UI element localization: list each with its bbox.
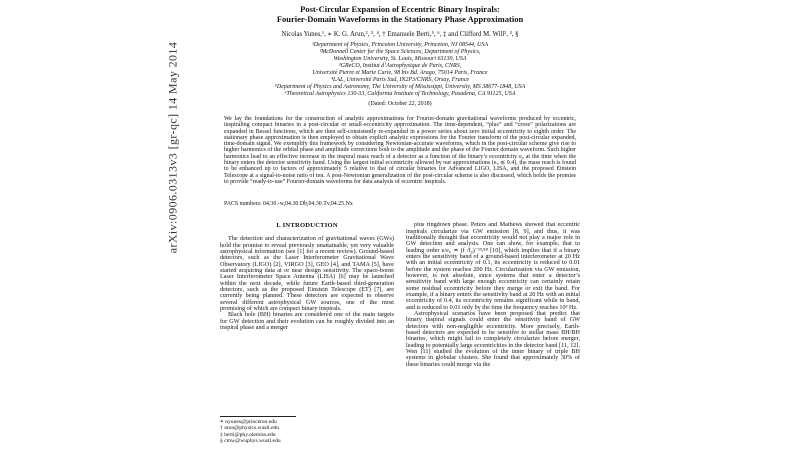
- body-paragraph: plus ringdown phase. Peters and Mathews showed that eccentric inspirals circularize via GW emission [8, 9], and thus, it was traditionally thought that eccentricity would not play a major role in GW detection and analysis. One can show, for example, that to leading order e/e₀ ≃ (f /f₀)⁻¹⁹/¹⁸ [10], which implies that if a binary enters the sensitivity band of a ground-based interferometer at 20 Hz with an initial eccentricity of 0.1, its eccentricity is reduced to 0.01 before the system reaches 200 Hz. Circularization via GW emission, however, is not absolute, since systems that enter a detector’s sensitivity band with large enough eccentricity can certainly retain some residual eccentricity before they merge or exit the band. For example, if a binary enters the sensitivity band at 20 Hz with an initial eccentricity of 0.4, its eccentricity remains significant while in band, and is reduced to 0.01 only by the time the frequency reaches 10³ Hz.: [406, 222, 580, 311]
- affiliation-line: ⁵Department of Physics and Astronomy, The University of Mississippi, University, MS 38677-1848, USA: [274, 84, 526, 90]
- paper-title: [220, 5, 580, 24]
- paper-page: [184, 0, 616, 450]
- affiliation-line: Washington University, St. Louis, Missouri 63130, USA: [333, 56, 467, 62]
- section-heading-introduction: I. INTRODUCTION: [276, 222, 338, 230]
- footnote-email: § cmw@wuphys.wustl.edu: [220, 438, 281, 445]
- two-column-body: [220, 222, 580, 450]
- right-column: [406, 222, 580, 450]
- affiliation-line: ¹Department of Physics, Princeton University, Princeton, NJ 08544, USA: [311, 42, 489, 48]
- body-paragraph: Astrophysical scenarios have been proposed that predict that binary inspiral signals could enter the sensitivity band of GW detectors with non-negligible eccentricity. More precisely, Earth-based detectors are expected to be sensitive to stellar mass BH/BH binaries, which might fail to completely circularize before merger, leading to potentially large eccentricities in the detector band [11, 12]. Wen [11] studied the evolution of the inner binary of triple BH systems in globular clusters. She found that approximately 30% of these binaries could merge via the: [406, 310, 580, 368]
- abstract-text: We lay the foundations for the construction of analytic approximations for Fourier-domain gravitational waveforms produced by eccentric, inspiraling compact binaries in a post-circular or small-eccentricity approximation. The time-dependent, “plus” and “cross” polarizations are expanded in Bessel functions, which are then self-consistently re-expanded in a power series about zero initial eccentricity to eighth order. The stationary phase approximation is then employed to obtain explicit analytic expressions for the Fourier transform of the post-circular expanded, time-domain signal. We exemplify this framework by considering Newtonian-accurate waveforms, which in the post-circular scheme give rise to higher harmonics of the orbital phase and amplitude corrections both to the amplitude and the phase of the Fourier domain waveform. Such higher harmonics lead to an effective increase in the inspiral mass reach of a detector as a function of the binary’s eccentricity e₀ at the time when the binary enters the detector sensitivity band. Using the largest initial eccentricity allowed by our approximations (e₀ ≲ 0.4), the mass reach is found to be enhanced up to factors of approximately 5 relative to that of circular binaries for Advanced LIGO, LISA, and the proposed Einstein Telescope at a signal-to-noise ratio of ten. A post-Newtonian generalization of the post-circular scheme is also discussed, which holds the promise to provide “ready-to-use” Fourier-domain waveforms for data analysis of eccentric inspirals.: [224, 116, 576, 185]
- footnotes-block: [220, 416, 394, 450]
- authors-line: Nicolas Yunes,¹, ∗ K. G. Arun,², ³, ⁴, † Emanuele Berti,⁵, ⁶, ‡ and Clifford M. Will², ³, §: [281, 31, 519, 38]
- affiliation-line: ⁶Theoretical Astrophysics 130-33, California Institute of Technology, Pasadena, CA 91125, USA: [284, 91, 516, 97]
- affiliation-line: ²McDonnell Center for the Space Sciences, Department of Physics,: [319, 49, 481, 55]
- arxiv-stamp: arXiv:0906.0313v3 [gr-qc] 14 May 2014: [165, 41, 180, 254]
- footnote-email: † arun@physics.wustl.edu: [220, 425, 280, 432]
- pacs-line: PACS numbers: 04.30.-w,04.30.Db,04.30.Tv,04.25.Nx: [224, 201, 353, 208]
- footnote-rule: [220, 416, 296, 417]
- affiliation-line: ³GReCO, Institut d’Astrophysique de Paris, CNRS,: [338, 63, 462, 69]
- dated-line: (Dated: October 22, 2018): [368, 101, 432, 107]
- paper-title-line2: Fourier-Domain Waveforms in the Stationary Phase Approximation: [276, 13, 524, 24]
- body-paragraph: Black hole (BH) binaries are considered one of the main targets for GW detection and their evolution can be roughly divided into an inspiral phase and a merger: [220, 311, 394, 332]
- body-paragraph: The detection and characterization of gravitational waves (GWs) hold the promise to reveal previously unattainable, yet very valuable astrophysical information (see [1] for a recent review). Ground-based detectors, such as the Laser Interferometer Gravitational Wave Observatory (LIGO) [2], VIRGO [3], GEO [4], and TAMA [5], have started acquiring data at or near design sensitivity. The space-borne Laser Interferometer Space Antenna (LISA) [6] may be launched within the next decade, while future Earth-based third-generation detectors, such as the proposed Einstein Telescope (ET) [7], are currently being planned. These detectors are expected to observe several different astrophysical GW sources, one of the most promising of which are compact binary inspirals.: [220, 235, 394, 313]
- footnote-email: ‡ berti@phy.olemiss.edu: [220, 431, 276, 438]
- affiliations-block: [220, 42, 580, 98]
- footnote-email: ∗ nyunes@princeton.edu: [220, 418, 277, 425]
- left-column: [220, 222, 394, 450]
- affiliation-line: ⁴LAL, Université Paris Sud, IN2P3/CNRS, Orsay, France: [330, 77, 470, 83]
- paper-title-line1: Post-Circular Expansion of Eccentric Binary Inspirals:: [300, 4, 500, 14]
- affiliation-line: Université Pierre et Marie Curie, 98 bis Bd. Arago, 75014 Paris, France: [312, 70, 488, 76]
